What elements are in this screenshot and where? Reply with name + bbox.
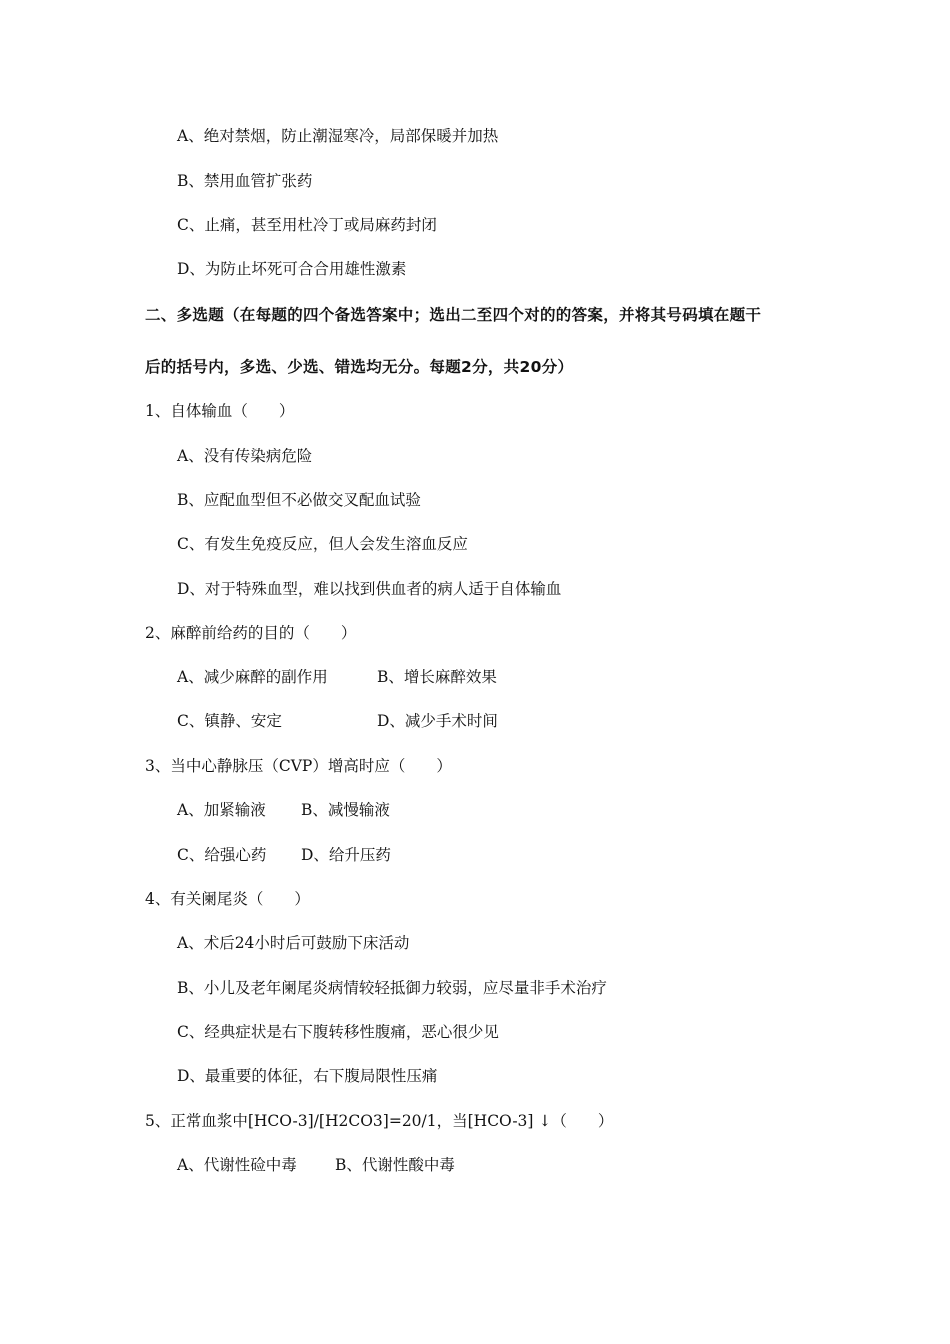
- q1-option-b: B、应配血型但不必做交叉配血试验: [177, 491, 421, 509]
- q3-option-b: B、减慢输液: [301, 801, 390, 819]
- question-1-stem: 1、自体输血（ ）: [145, 402, 295, 420]
- question-4-stem: 4、有关阑尾炎（ ）: [145, 890, 310, 908]
- q2-option-a: A、减少麻醉的副作用: [177, 668, 328, 686]
- q2-option-b: B、增长麻醉效果: [377, 668, 497, 686]
- q4-option-c: C、经典症状是右下腹转移性腹痛，恶心很少见: [177, 1023, 499, 1041]
- prev-option-b: B、禁用血管扩张药: [177, 172, 313, 190]
- q2-option-d: D、减少手术时间: [377, 712, 498, 730]
- prev-option-a: A、绝对禁烟，防止潮湿寒冷，局部保暖并加热: [177, 127, 499, 145]
- q1-option-c: C、有发生免疫反应，但人会发生溶血反应: [177, 535, 468, 553]
- q1-option-d: D、对于特殊血型，难以找到供血者的病人适于自体输血: [177, 580, 562, 598]
- question-3-stem: 3、当中心静脉压（CVP）增高时应（ ）: [145, 757, 452, 775]
- question-5-stem: 5、正常血浆中[HCO-3]/[H2CO3]=20/1，当[HCO-3] ↓（ ）: [145, 1112, 614, 1130]
- question-2-stem: 2、麻醉前给药的目的（ ）: [145, 624, 357, 642]
- q3-option-a: A、加紧输液: [177, 801, 266, 819]
- q3-option-d: D、给升压药: [301, 846, 391, 864]
- q4-option-d: D、最重要的体征，右下腹局限性压痛: [177, 1067, 438, 1085]
- prev-option-d: D、为防止坏死可合合用雄性激素: [177, 260, 407, 278]
- q5-option-a: A、代谢性硷中毒: [177, 1156, 297, 1174]
- q5-option-b: B、代谢性酸中毒: [335, 1156, 455, 1174]
- q3-option-c: C、给强心药: [177, 846, 267, 864]
- q2-option-c: C、镇静、安定: [177, 712, 282, 730]
- section-heading-line1: 二、多选题（在每题的四个备选答案中；选出二至四个对的的答案，并将其号码填在题干: [145, 306, 762, 324]
- q4-option-a: A、术后24小时后可鼓励下床活动: [177, 934, 410, 952]
- section-heading-line2: 后的括号内，多选、少选、错选均无分。每题2分，共20分）: [145, 358, 574, 376]
- prev-option-c: C、止痛，甚至用杜冷丁或局麻药封闭: [177, 216, 437, 234]
- q4-option-b: B、小儿及老年阑尾炎病情较轻抵御力较弱，应尽量非手术治疗: [177, 979, 607, 997]
- q1-option-a: A、没有传染病危险: [177, 447, 313, 465]
